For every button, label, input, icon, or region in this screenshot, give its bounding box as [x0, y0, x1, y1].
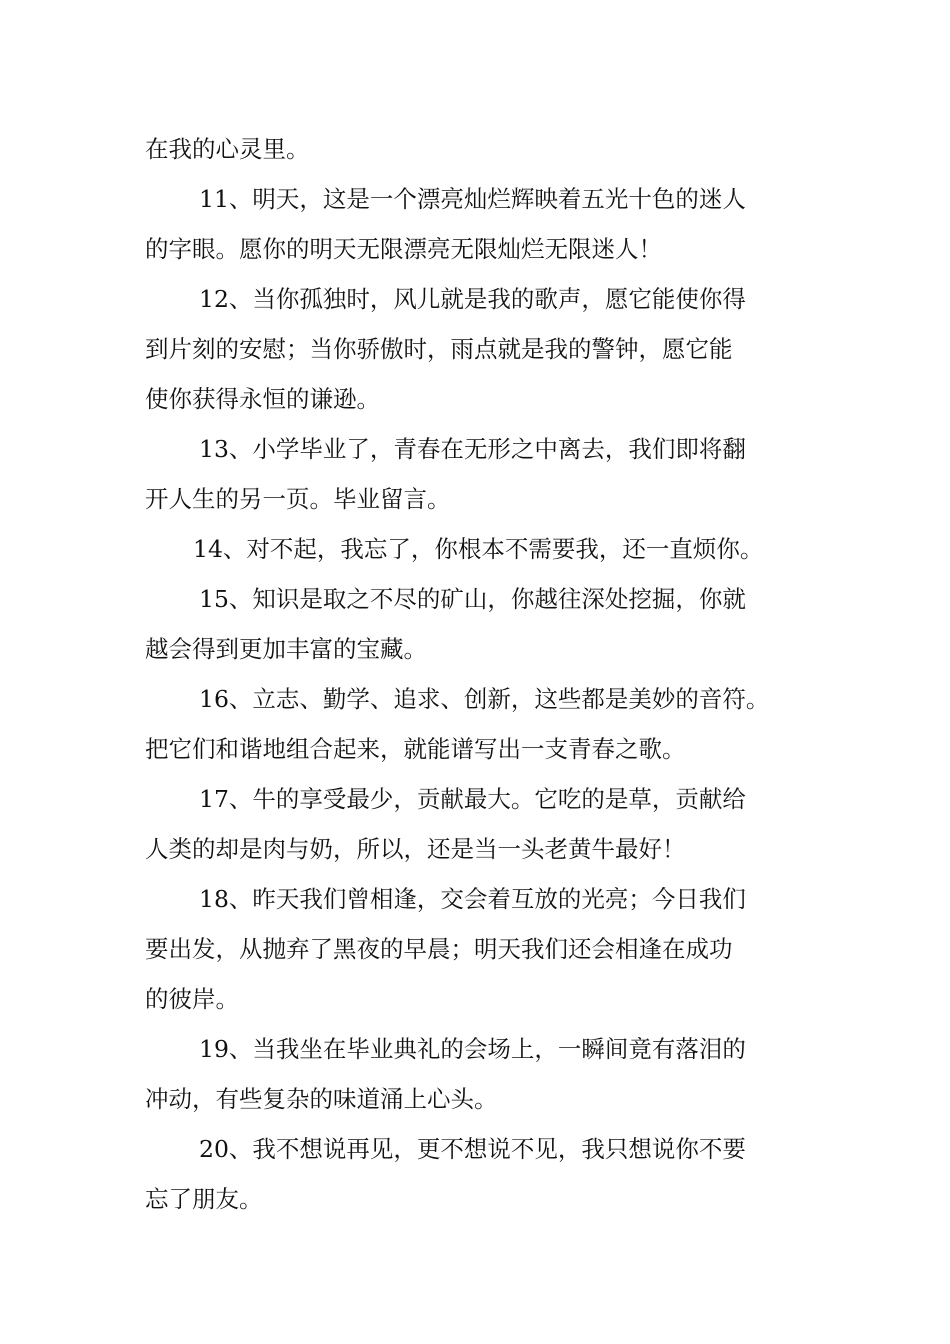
text-line: 人类的却是肉与奶，所以，还是当一头老黄牛最好！	[145, 835, 686, 863]
text-line: 到片刻的安慰；当你骄傲时，雨点就是我的警钟，愿它能	[145, 335, 733, 363]
text-line: 使你获得永恒的谦逊。	[145, 385, 380, 413]
text-line: 17、牛的享受最少，贡献最大。它吃的是草，贡献给	[199, 785, 746, 813]
text-line: 14、对不起，我忘了，你根本不需要我，还一直烦你。	[193, 535, 764, 563]
text-line: 20、我不想说再见，更不想说不见，我只想说你不要	[199, 1135, 746, 1163]
text-line: 19、当我坐在毕业典礼的会场上，一瞬间竟有落泪的	[199, 1035, 746, 1063]
text-line: 12、当你孤独时，风儿就是我的歌声，愿它能使你得	[199, 285, 746, 313]
text-line: 的彼岸。	[145, 985, 239, 1013]
text-line: 18、昨天我们曾相逢，交会着互放的光亮；今日我们	[199, 885, 746, 913]
text-line: 开人生的另一页。毕业留言。	[145, 485, 451, 513]
text-line: 冲动，有些复杂的味道涌上心头。	[145, 1085, 498, 1113]
text-line: 忘了朋友。	[145, 1185, 263, 1213]
text-line: 11、明天，这是一个漂亮灿烂辉映着五光十色的迷人	[199, 185, 746, 213]
text-line: 16、立志、勤学、追求、创新，这些都是美妙的音符。	[199, 685, 770, 713]
text-line: 越会得到更加丰富的宝藏。	[145, 635, 427, 663]
text-line: 13、小学毕业了，青春在无形之中离去，我们即将翻	[199, 435, 746, 463]
text-line: 在我的心灵里。	[145, 135, 310, 163]
text-line: 15、知识是取之不尽的矿山，你越往深处挖掘，你就	[199, 585, 746, 613]
text-line: 把它们和谐地组合起来，就能谱写出一支青春之歌。	[145, 735, 686, 763]
text-line: 的字眼。愿你的明天无限漂亮无限灿烂无限迷人！	[145, 235, 662, 263]
document-body	[145, 124, 825, 1224]
text-line: 要出发，从抛弃了黑夜的早晨；明天我们还会相逢在成功	[145, 935, 733, 963]
